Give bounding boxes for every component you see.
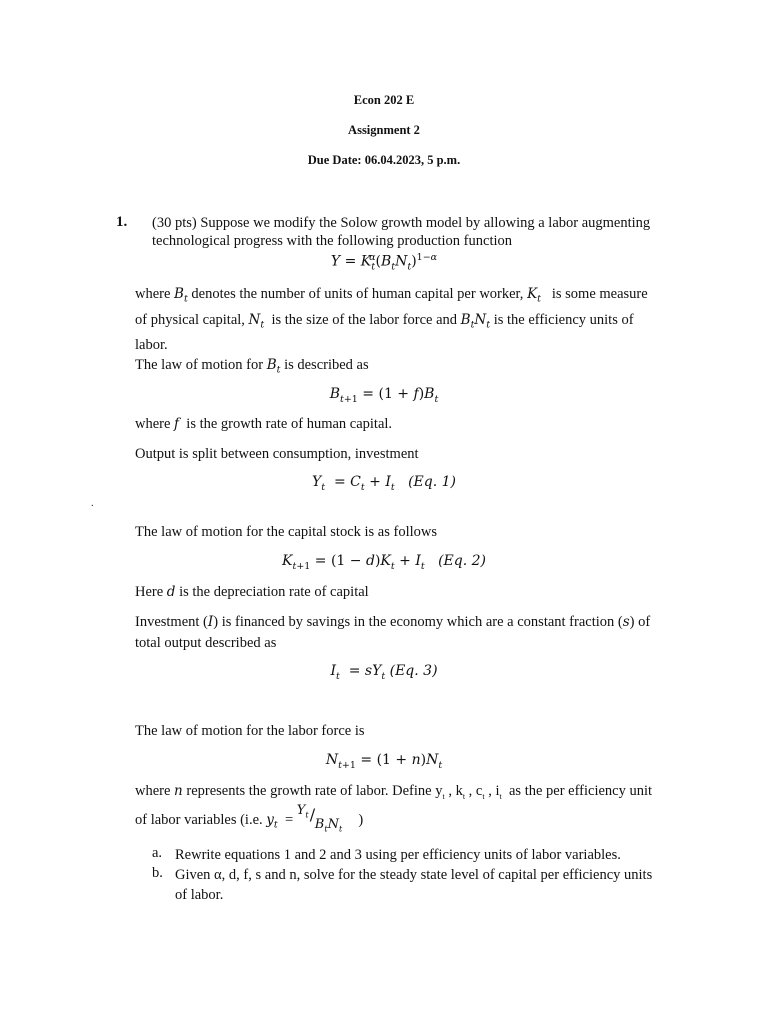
human-capital-equation: $B_{t+1} = (1 + f)B_t$: [329, 386, 439, 405]
question-intro: (30 pts) Suppose we modify the Solow growth model by allowing a labor augmenting technological progress with the following production function: [152, 215, 651, 249]
equation-3: $I_t = sY_t$ (Eq. 3): [330, 663, 438, 682]
equation-2: $K_{t+1} = (1 - d)K_t + I_t$ (Eq. 2): [282, 553, 486, 572]
course-title: Econ 202 E: [353, 93, 415, 107]
variable-definitions: where $B_t$ denotes the number of units of human capital per worker, $K_t$ is some measure of physical capital, $N_t$ is the size of the labor force and $B_tN_t$ is the efficiency units of labor.: [135, 286, 648, 354]
fraction-y-over-bn: $Y_t$ / $B_tN_t$: [296, 803, 343, 834]
question-number: 1.: [116, 214, 128, 230]
depreciation-text: Here d is the depreciation rate of capital: [135, 584, 369, 600]
per-efficiency-definition: of labor variables (i.e. $y_t$ = $Y_t$ / $B_tN_t$ ): [135, 803, 364, 834]
output-split-text: Output is split between consumption, investment: [135, 446, 419, 462]
n-definition: where n represents the growth rate of labor. Define $y_t$ , $k_t$ , $c_t$ , $i_t$ as the per efficiency unit: [135, 783, 653, 801]
part-a-label: a.: [152, 845, 163, 861]
part-a-text: Rewrite equations 1 and 2 and 3 using per efficiency units of labor variables.: [175, 847, 621, 863]
equation-1: $Y_t = C_t + I_t$ (Eq. 1): [312, 474, 456, 493]
due-date: Due Date: 06.04.2023, 5 p.m.: [307, 153, 461, 167]
production-function: $Y = K_t^\alpha(B_tN_t)^{1-\alpha}$: [330, 252, 438, 273]
f-definition: where f is the growth rate of human capital.: [135, 416, 393, 432]
law-of-motion-b-intro: The law of motion for $B_t$ is described as: [135, 357, 369, 376]
investment-text: Investment (I) is financed by savings in the economy which are a constant fraction (s) of total output described as: [135, 614, 651, 651]
law-of-motion-k-text: The law of motion for the capital stock is as follows: [135, 524, 438, 540]
part-b-label: b.: [152, 865, 163, 881]
labor-force-equation: $N_{t+1} = (1 + n)N_t$: [325, 752, 443, 771]
stray-dot: .: [91, 498, 94, 509]
part-b-text: Given α, d, f, s and n, solve for the steady state level of capital per efficiency units of labor.: [175, 867, 653, 903]
law-of-motion-n-text: The law of motion for the labor force is: [135, 723, 365, 739]
assignment-title: Assignment 2: [348, 123, 420, 137]
